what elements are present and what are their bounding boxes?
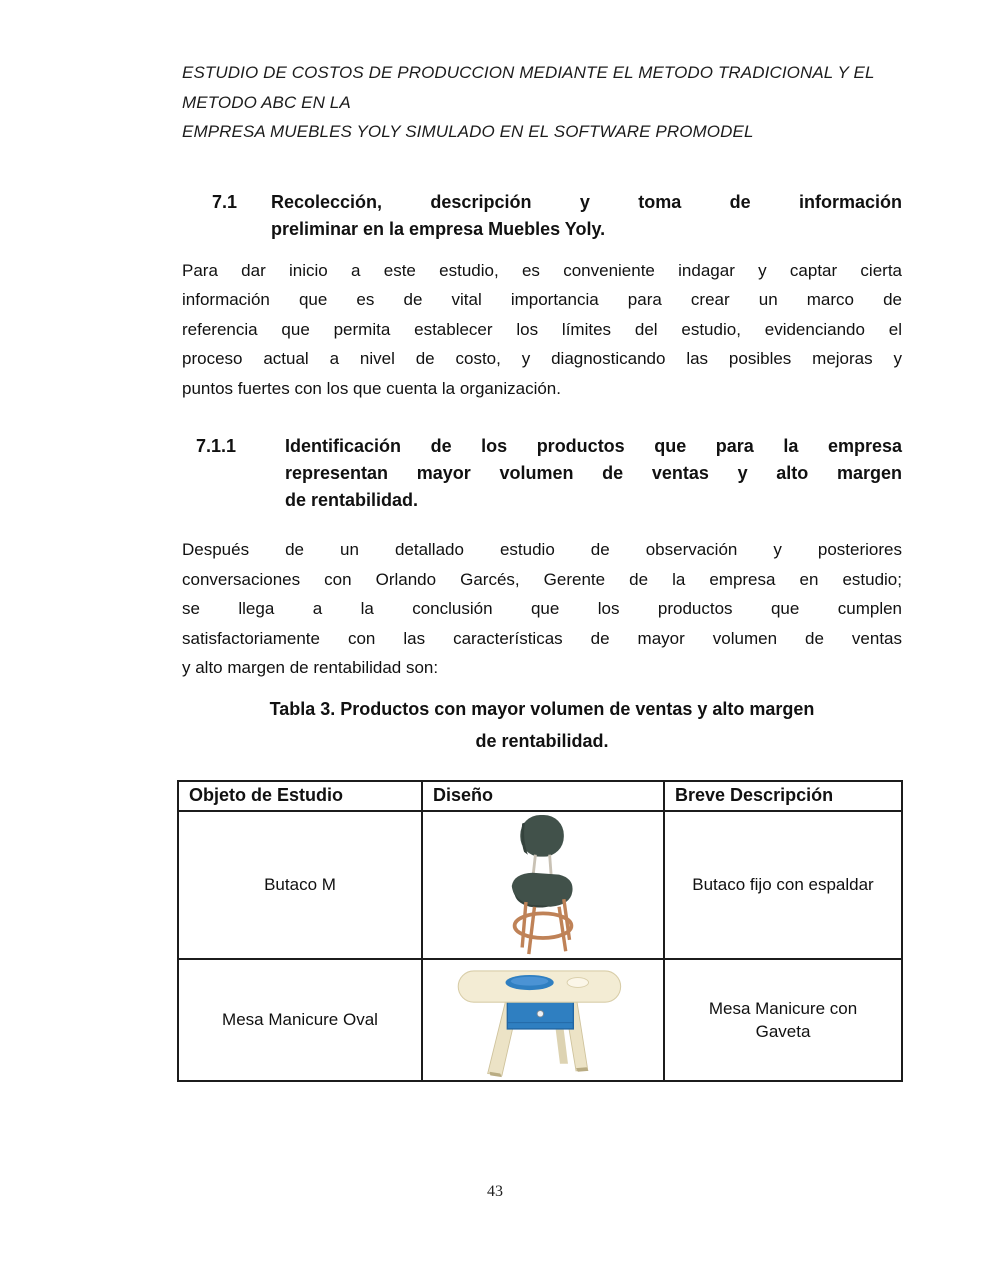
section-number: 7.1.1 (196, 436, 237, 456)
paragraph-conclusion (182, 535, 902, 683)
document-page (182, 0, 902, 1082)
column-header-objeto: Objeto de Estudio (178, 781, 422, 811)
section-title (285, 433, 902, 514)
text-line: conversaciones con Orlando Garcés, Gerente de la empresa en estudio; (182, 569, 902, 589)
mesa-manicure-image (445, 962, 641, 1078)
products-table (177, 780, 903, 1082)
text-line: representan mayor volumen de ventas y alto margen (285, 463, 902, 483)
column-header-diseno: Diseño (422, 781, 664, 811)
table-row (178, 959, 902, 1081)
text-line: Tabla 3. Productos con mayor volumen de ventas y alto margen (269, 698, 815, 719)
section-title (271, 189, 902, 243)
table-row (178, 811, 902, 959)
running-header (182, 0, 902, 147)
paragraph-intro (182, 256, 902, 404)
page-number: 43 (487, 1183, 503, 1200)
butaco-image (484, 814, 602, 956)
cell-diseno (422, 811, 664, 959)
cell-diseno (422, 959, 664, 1081)
text-line: puntos fuertes con los que cuenta la organización. (182, 378, 561, 398)
text-line: proceso actual a nivel de costo, y diagnosticando las posibles mejoras y (182, 349, 902, 368)
text-line: EMPRESA MUEBLES YOLY SIMULADO EN EL SOFTWARE PROMODEL (182, 122, 754, 141)
text-line: ESTUDIO DE COSTOS DE PRODUCCION MEDIANTE EL METODO TRADICIONAL Y EL METODO ABC EN LA (182, 63, 875, 112)
text-line: referencia que permita establecer los límites del estudio, evidenciando el (182, 319, 902, 339)
section-heading-7-1-1 (196, 433, 902, 514)
table-caption (182, 693, 902, 758)
cell-descripcion: Mesa Manicure con Gaveta (664, 959, 902, 1081)
text-line: Identificación de los productos que para la empresa (285, 436, 902, 456)
table-header-row (178, 781, 902, 811)
text-line: Recolección, descripción y toma de información (271, 191, 902, 212)
section-number: 7.1 (212, 191, 238, 212)
cell-descripcion: Butaco fijo con espaldar (664, 811, 902, 959)
column-header-descripcion: Breve Descripción (664, 781, 902, 811)
cell-objeto: Butaco M (178, 811, 422, 959)
text-line: Después de un detallado estudio de observación y posteriores (182, 540, 902, 559)
section-heading-7-1 (212, 189, 902, 243)
text-line: se llega a la conclusión que los productos que cumplen (182, 599, 902, 618)
text-line: información que es de vital importancia para crear un marco de (182, 290, 902, 309)
text-line: preliminar en la empresa Muebles Yoly. (271, 218, 606, 239)
text-line: satisfactoriamente con las características de mayor volumen de ventas (182, 628, 902, 648)
text-line: de rentabilidad. (475, 731, 609, 751)
cell-objeto: Mesa Manicure Oval (178, 959, 422, 1081)
text-line: y alto margen de rentabilidad son: (182, 658, 439, 677)
text-line: Para dar inicio a este estudio, es conveniente indagar y captar cierta (182, 260, 902, 280)
text-line: de rentabilidad. (285, 490, 419, 510)
